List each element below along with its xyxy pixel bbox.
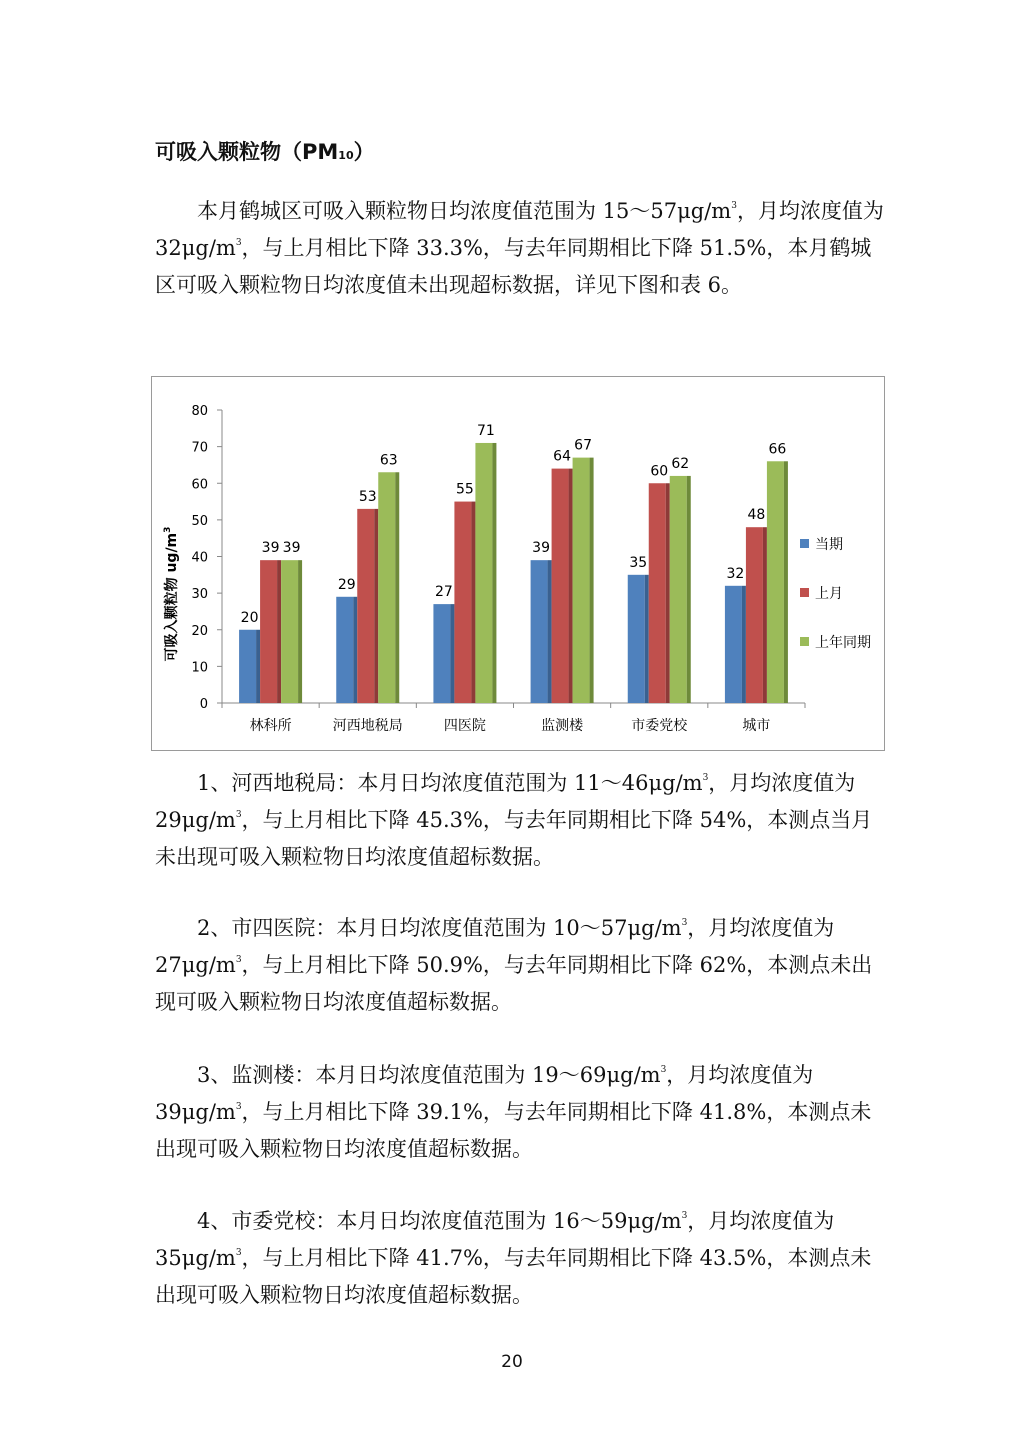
bar-shade: [569, 469, 573, 703]
bar-shade: [645, 575, 649, 703]
data-label: 63: [379, 452, 398, 469]
y-axis-label-sup: 3: [163, 526, 173, 533]
bar: [336, 597, 353, 703]
bar-shade: [548, 560, 552, 703]
data-label: 66: [768, 441, 787, 458]
y-tick-label: 30: [191, 587, 208, 603]
bar: [725, 586, 742, 703]
x-tick-label: 四医院: [443, 718, 486, 734]
data-label: 60: [650, 463, 669, 480]
data-label: 39: [282, 540, 301, 557]
bar: [239, 630, 256, 703]
data-label: 71: [477, 422, 495, 439]
section-3-sup-1: 3: [660, 1065, 667, 1075]
bar-shade: [298, 560, 302, 703]
bar: [767, 461, 784, 703]
data-label: 62: [671, 455, 690, 472]
bar-shade: [666, 483, 670, 703]
section-1-text-a: 1、河西地税局：本月日均浓度值范围为 11～46μg/m: [197, 771, 703, 795]
bar-shade: [492, 443, 496, 703]
intro-paragraph: [155, 193, 885, 304]
page-number: 20: [501, 1352, 523, 1372]
legend-swatch: [800, 588, 809, 597]
legend-label: 当期: [815, 537, 843, 553]
x-tick-label: 市委党校: [631, 718, 688, 734]
bar-shade: [742, 586, 746, 703]
section-3-text-a: 3、监测楼：本月日均浓度值范围为 19～69μg/m: [197, 1063, 661, 1087]
bar: [746, 527, 763, 703]
bar-shade: [256, 630, 260, 703]
data-label: 67: [574, 437, 592, 454]
y-tick-label: 60: [191, 477, 208, 493]
bar-shade: [784, 461, 788, 703]
intro-text-2: ，月均浓度值为 32μg/m: [155, 199, 884, 260]
bar: [260, 560, 277, 703]
bar-shade: [277, 560, 281, 703]
bar: [573, 458, 590, 703]
bar: [670, 476, 687, 703]
section-1-sup-2: 3: [235, 810, 242, 820]
data-label: 35: [629, 554, 648, 571]
intro-sup-2: 3: [235, 238, 242, 248]
data-label: 53: [358, 488, 377, 505]
data-label: 48: [747, 507, 766, 524]
heading-subscript: 10: [338, 149, 354, 162]
data-label: 55: [456, 481, 474, 498]
heading-main: 可吸入颗粒物（PM: [155, 140, 339, 164]
bar-shade: [687, 476, 691, 703]
section-2-sup-2: 3: [235, 955, 242, 965]
bar: [531, 560, 548, 703]
bar: [475, 443, 492, 703]
y-tick-label: 80: [191, 404, 208, 419]
legend-label: 上月: [815, 586, 843, 602]
bar: [357, 509, 374, 703]
bar-shade: [374, 509, 378, 703]
section-4-text-a: 4、市委党校：本月日均浓度值范围为 16～59μg/m: [197, 1209, 682, 1233]
data-label: 29: [337, 576, 356, 593]
x-tick-label: 监测楼: [541, 718, 584, 734]
chart-svg: [152, 377, 886, 752]
y-tick-label: 0: [199, 697, 208, 712]
bar-shade: [450, 604, 454, 703]
section-4-sup-1: 3: [681, 1211, 688, 1221]
section-2-text-b: ，月均浓度值为 27μg/m: [155, 916, 835, 977]
bar: [433, 604, 450, 703]
section-2-text-a: 2、市四医院：本月日均浓度值范围为 10～57μg/m: [197, 916, 682, 940]
data-label: 32: [726, 565, 745, 582]
bar: [454, 502, 471, 703]
bar: [649, 483, 666, 703]
data-label: 39: [532, 540, 550, 557]
section-3-text-b: ，月均浓度值为 39μg/m: [155, 1063, 814, 1124]
bars-layer: [239, 443, 788, 703]
section-1-text-c: ，与上月相比下降 45.3%，与去年同期相比下降 54%，本测点当月未出现可吸入颗粒物日均浓度值超标数据。: [155, 808, 873, 869]
section-4-text-c: ，与上月相比下降 41.7%，与去年同期相比下降 43.5%，本测点未出现可吸入颗粒物日均浓度值超标数据。: [155, 1246, 872, 1307]
section-heading: [155, 136, 375, 166]
bar: [378, 472, 395, 703]
bar: [628, 575, 645, 703]
section-3: [155, 1057, 885, 1168]
legend-swatch: [800, 539, 809, 548]
section-3-text-c: ，与上月相比下降 39.1%，与去年同期相比下降 41.8%，本测点未出现可吸入颗粒物日均浓度值超标数据。: [155, 1100, 872, 1161]
section-1-sup-1: 3: [702, 773, 709, 783]
section-4-sup-2: 3: [235, 1248, 242, 1258]
y-tick-label: 50: [191, 513, 208, 529]
bar: [281, 560, 298, 703]
y-tick-label: 20: [191, 623, 208, 639]
legend-swatch: [800, 637, 809, 646]
y-tick-label: 70: [191, 440, 208, 456]
intro-text-1: 本月鹤城区可吸入颗粒物日均浓度值范围为 15～57μg/m: [197, 199, 732, 223]
bar-shade: [395, 472, 399, 703]
x-tick-label: 林科所: [249, 718, 292, 734]
y-tick-label: 10: [191, 660, 208, 676]
section-4: [155, 1203, 885, 1314]
x-tick-label: 河西地税局: [332, 718, 403, 734]
section-3-sup-2: 3: [235, 1102, 242, 1112]
x-tick-label: 城市: [742, 718, 771, 734]
y-axis-label: [163, 527, 180, 662]
legend-label: 上年同期: [815, 635, 871, 651]
section-4-text-b: ，月均浓度值为 35μg/m: [155, 1209, 835, 1270]
data-label: 39: [261, 540, 280, 557]
bar-shade: [590, 458, 594, 703]
section-2-text-c: ，与上月相比下降 50.9%，与去年同期相比下降 62%，本测点未出现可吸入颗粒物日均浓度值超标数据。: [155, 953, 873, 1014]
data-labels-layer: [241, 423, 787, 626]
section-1: [155, 765, 885, 876]
section-1-text-b: ，月均浓度值为 29μg/m: [155, 771, 856, 832]
intro-sup-1: 3: [731, 201, 737, 211]
intro-text-3: ，与上月相比下降 33.3%，与去年同期相比下降 51.5%，本月鹤城区可吸入颗粒物日均浓度值未出现超标数据，详见下图和表 6。: [155, 236, 872, 297]
pm10-bar-chart: [151, 376, 885, 751]
bar: [552, 469, 569, 703]
section-2-sup-1: 3: [681, 918, 688, 928]
data-label: 20: [240, 609, 259, 626]
heading-close: ）: [353, 140, 375, 164]
bar-shade: [763, 527, 767, 703]
y-tick-label: 40: [191, 550, 208, 566]
section-2: [155, 910, 885, 1021]
y-axis-label-text: 可吸入颗粒物 ug/m: [164, 532, 180, 662]
data-label: 64: [553, 448, 571, 465]
data-label: 27: [435, 584, 453, 601]
bar-shade: [353, 597, 357, 703]
bar-shade: [471, 502, 475, 703]
